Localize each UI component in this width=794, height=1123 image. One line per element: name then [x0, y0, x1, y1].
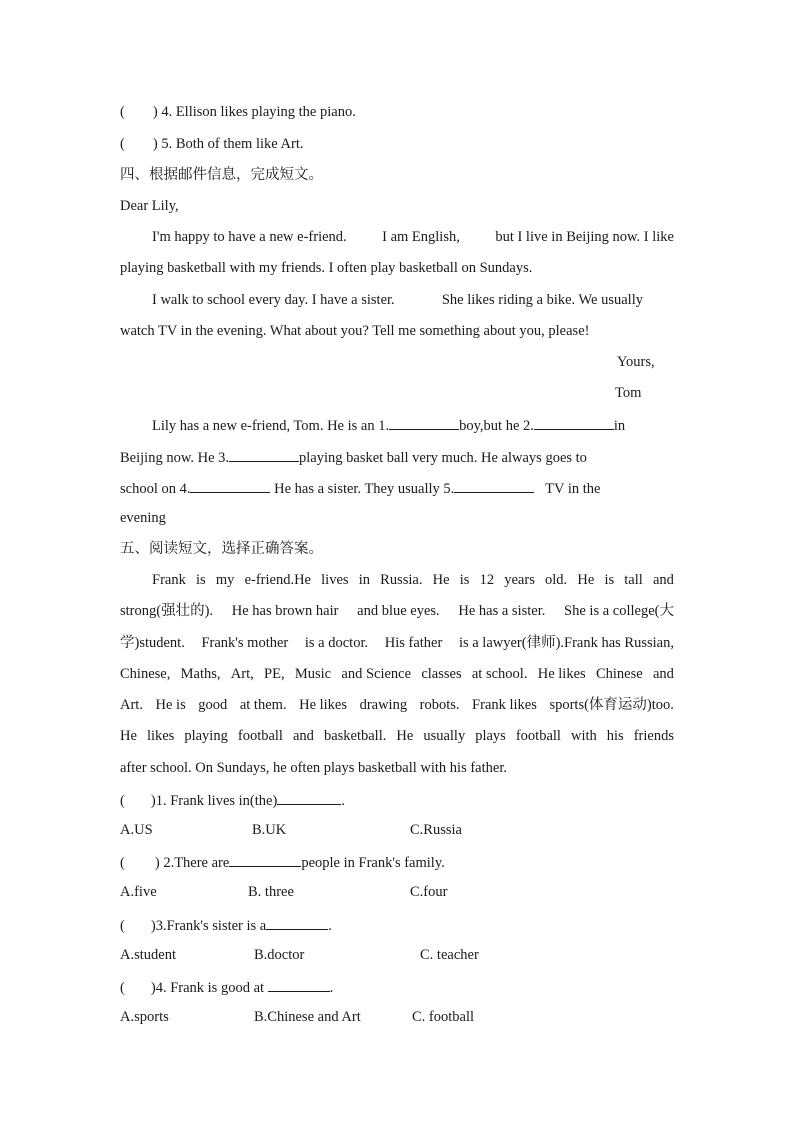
blank-3[interactable]	[229, 447, 299, 462]
q3-option-c[interactable]: C. teacher	[420, 947, 479, 963]
fill-line-2: Beijing now. He 3. playing basket ball very much. He always goes to	[120, 447, 587, 467]
blank-q3[interactable]	[266, 915, 328, 930]
blank-q4[interactable]	[268, 977, 330, 992]
blank-5[interactable]	[454, 478, 534, 493]
blank-4[interactable]	[190, 478, 270, 493]
q3-option-b[interactable]: B.doctor	[254, 947, 305, 963]
blank-2[interactable]	[534, 415, 614, 430]
passage-line-6: He likes playing football and basketball. He usually plays football with his friends	[120, 728, 674, 744]
tf-item-5: ( ) 5. Both of them like Art.	[120, 136, 304, 152]
email-para1-line2: playing basketball with my friends. I often play basketball on Sundays.	[120, 260, 533, 276]
email-para1-line1: I'm happy to have a new e-friend. I am English, but I live in Beijing now. I like	[152, 229, 674, 245]
email-para2-line2: watch TV in the evening. What about you? Tell me something about you, please!	[120, 323, 590, 339]
q1-option-a[interactable]: A.US	[120, 822, 153, 838]
email-greeting: Dear Lily,	[120, 198, 179, 214]
email-signature: Tom	[615, 385, 642, 401]
q4-option-b[interactable]: B.Chinese and Art	[254, 1009, 361, 1025]
fill-line-1: Lily has a new e-friend, Tom. He is an 1. boy,but he 2. in	[152, 415, 625, 435]
q3-option-a[interactable]: A.student	[120, 947, 176, 963]
section4-heading: 四、根据邮件信息，完成短文。	[120, 167, 323, 183]
email-para2-line1: I walk to school every day. I have a sister. She likes riding a bike. We usually	[152, 292, 643, 308]
fill-line-4: evening	[120, 510, 166, 526]
q1-option-c[interactable]: C.Russia	[410, 822, 462, 838]
tf-item-4: ( ) 4. Ellison likes playing the piano.	[120, 104, 356, 120]
passage-line-4: Chinese, Maths, Art, PE, Music and Science classes at school. He likes Chinese and	[120, 666, 674, 682]
blank-q1[interactable]	[277, 790, 341, 805]
question-2: ( ) 2.There are people in Frank's family.	[120, 852, 445, 872]
question-1: ( )1. Frank lives in(the) .	[120, 790, 345, 810]
q2-option-a[interactable]: A.five	[120, 884, 157, 900]
q4-option-a[interactable]: A.sports	[120, 1009, 169, 1025]
q1-option-b[interactable]: B.UK	[252, 822, 287, 838]
q2-option-b[interactable]: B. three	[248, 884, 294, 900]
question-4: ( )4. Frank is good at .	[120, 977, 333, 997]
passage-line-5: Art. He is good at them. He likes drawing robots. Frank likes sports(体育运动)too.	[120, 697, 674, 713]
passage-line-1: Frank is my e-friend.He lives in Russia. He is 12 years old. He is tall and	[152, 572, 674, 588]
q4-option-c[interactable]: C. football	[412, 1009, 475, 1025]
section5-heading: 五、阅读短文，选择正确答案。	[120, 541, 323, 557]
blank-q2[interactable]	[229, 852, 301, 867]
passage-line-3: 学)student. Frank's mother is a doctor. His father is a lawyer(律师).Frank has Russian,	[120, 635, 674, 651]
question-3: ( )3.Frank's sister is a .	[120, 915, 332, 935]
email-closing: Yours,	[617, 354, 655, 370]
passage-line-7: after school. On Sundays, he often plays basketball with his father.	[120, 760, 507, 776]
q2-option-c[interactable]: C.four	[410, 884, 448, 900]
passage-line-2: strong(强壮的). He has brown hair and blue eyes. He has a sister. She is a college(大	[120, 603, 674, 619]
blank-1[interactable]	[389, 415, 459, 430]
fill-line-3: school on 4. He has a sister. They usually 5. TV in the	[120, 478, 600, 498]
